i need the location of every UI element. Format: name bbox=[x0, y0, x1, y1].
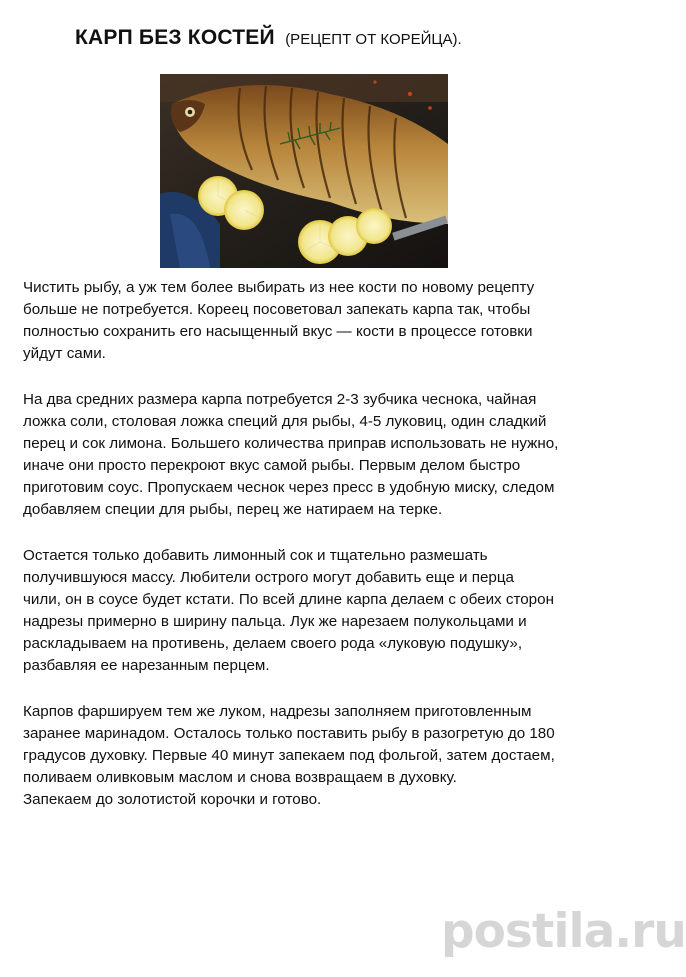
text-line: приготовим соус. Пропускаем чеснок через пресс в удобную миску, следом bbox=[23, 479, 555, 496]
article-title bbox=[75, 26, 462, 50]
text-line: полностью сохранить его насыщенный вкус — кости в процессе готовки bbox=[23, 323, 533, 340]
text-line: поливаем оливковым маслом и снова возвращаем в духовку. bbox=[23, 769, 457, 786]
text-line: Карпов фаршируем тем же луком, надрезы заполняем приготовленным bbox=[23, 703, 532, 720]
paragraph-2 bbox=[23, 389, 638, 521]
article-body bbox=[23, 277, 638, 835]
text-line: Остается только добавить лимонный сок и тщательно размешать bbox=[23, 547, 488, 564]
text-line: перец и сок лимона. Большего количества приправ использовать не нужно, bbox=[23, 435, 559, 452]
text-line: Запекаем до золотистой корочки и готово. bbox=[23, 791, 322, 808]
text-line: чили, он в соусе будет кстати. По всей длине карпа делаем с обеих сторон bbox=[23, 591, 554, 608]
text-line: получившуюся массу. Любители острого могут добавить еще и перца bbox=[23, 569, 514, 586]
text-line: заранее маринадом. Осталось только поставить рыбу в разогретую до 180 bbox=[23, 725, 555, 742]
watermark-logo: postila.ru bbox=[441, 904, 686, 959]
text-line: ложка соли, столовая ложка специй для рыбы, 4-5 луковиц, один сладкий bbox=[23, 413, 547, 430]
text-line: разбавляя ее нарезанным перцем. bbox=[23, 657, 270, 674]
text-line: Чистить рыбу, а уж тем более выбирать из нее кости по новому рецепту bbox=[23, 279, 535, 296]
text-line: надрезы примерно в ширину пальца. Лук же нарезаем полукольцами и bbox=[23, 613, 527, 630]
title-main: КАРП БЕЗ КОСТЕЙ bbox=[75, 26, 275, 49]
paragraph-1 bbox=[23, 277, 638, 365]
text-line: иначе они просто перекроют вкус самой рыбы. Первым делом быстро bbox=[23, 457, 521, 474]
text-line: раскладываем на противень, делаем своего рода «луковую подушку», bbox=[23, 635, 523, 652]
paragraph-4 bbox=[23, 701, 638, 811]
text-line: больше не потребуется. Кореец посоветовал запекать карпа так, чтобы bbox=[23, 301, 531, 318]
paragraph-3 bbox=[23, 545, 638, 677]
title-subtitle: (РЕЦЕПТ ОТ КОРЕЙЦА). bbox=[285, 31, 462, 48]
text-line: градусов духовку. Первые 40 минут запекаем под фольгой, затем достаем, bbox=[23, 747, 555, 764]
text-line: На два средних размера карпа потребуется 2-3 зубчика чеснока, чайная bbox=[23, 391, 537, 408]
text-line: добавляем специи для рыбы, перец же натираем на терке. bbox=[23, 501, 443, 518]
text-line: уйдут сами. bbox=[23, 345, 106, 362]
recipe-photo bbox=[160, 74, 448, 268]
